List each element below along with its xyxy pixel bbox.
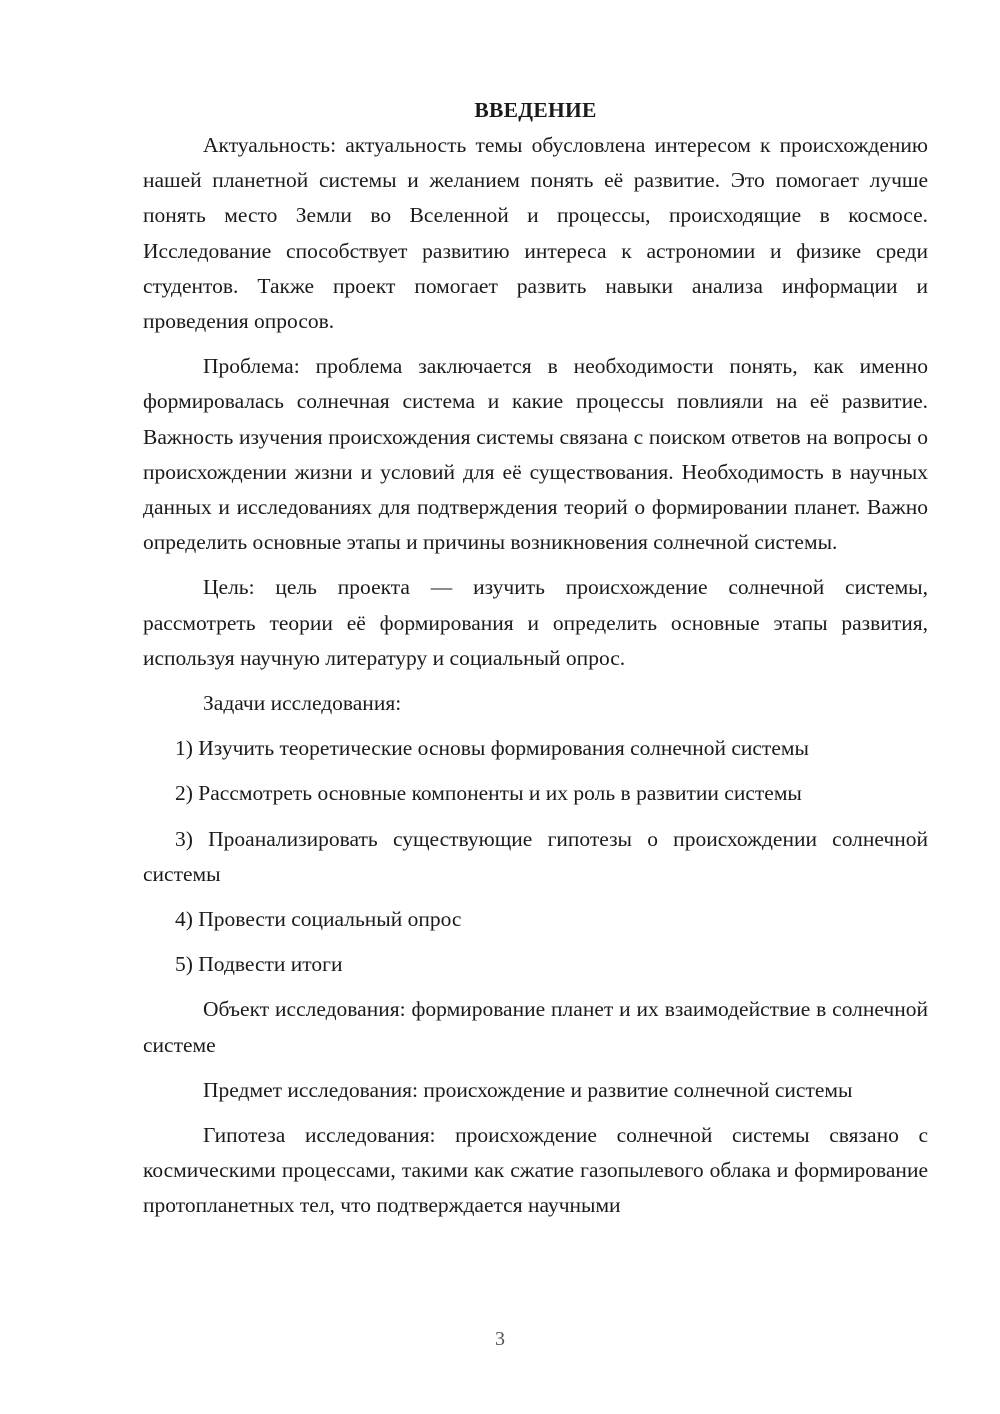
task-item: 4) Провести социальный опрос — [175, 907, 462, 932]
goal-paragraph: Цель: цель проекта — изучить происхождение солнечной системы, рассмотреть теории её формирования и определить основные этапы развития, используя научную литературу и социальный опрос. — [143, 575, 928, 670]
page-number: 3 — [495, 1328, 505, 1350]
object-paragraph: Объект исследования: формирование планет и их взаимодействие в солнечной системе — [143, 997, 928, 1057]
relevance-paragraph: Актуальность: актуальность темы обусловлена интересом к происхождению нашей планетной системы и желанием понять её развитие. Это помогает лучше понять место Земли во Вселенной и процессы, происходящие в космосе. Исследование способствует развитию интереса к астрономии и физике среди студентов. Также проект помогает развить навыки анализа информации и проведения опросов. — [143, 133, 928, 334]
task-item: 1) Изучить теоретические основы формирования солнечной системы — [175, 736, 809, 761]
document-body — [143, 93, 928, 1234]
hypothesis-paragraph: Гипотеза исследования: происхождение солнечной системы связано с космическими процессами, такими как сжатие газопылевого облака и формирование протопланетных тел, что подтверждается научными — [143, 1123, 928, 1218]
task-item: 5) Подвести итоги — [175, 952, 343, 977]
task-item: 2) Рассмотреть основные компоненты и их роль в развитии системы — [175, 781, 802, 806]
problem-paragraph: Проблема: проблема заключается в необходимости понять, как именно формировалась солнечная система и какие процессы повлияли на её развитие. Важность изучения происхождения системы связана с поиском ответов на вопросы о происхождении жизни и условий для её существования. Необходимость в научных данных и исследованиях для подтверждения теорий о формировании планет. Важно определить основные этапы и причины возникновения солнечной системы. — [143, 354, 928, 555]
task-item: 3) Проанализировать существующие гипотезы о происхождении солнечной системы — [143, 826, 928, 886]
subject-paragraph: Предмет исследования: происхождение и развитие солнечной системы — [203, 1077, 853, 1102]
tasks-heading: Задачи исследования: — [203, 691, 402, 716]
section-title: ВВЕДЕНИЕ — [474, 98, 597, 122]
